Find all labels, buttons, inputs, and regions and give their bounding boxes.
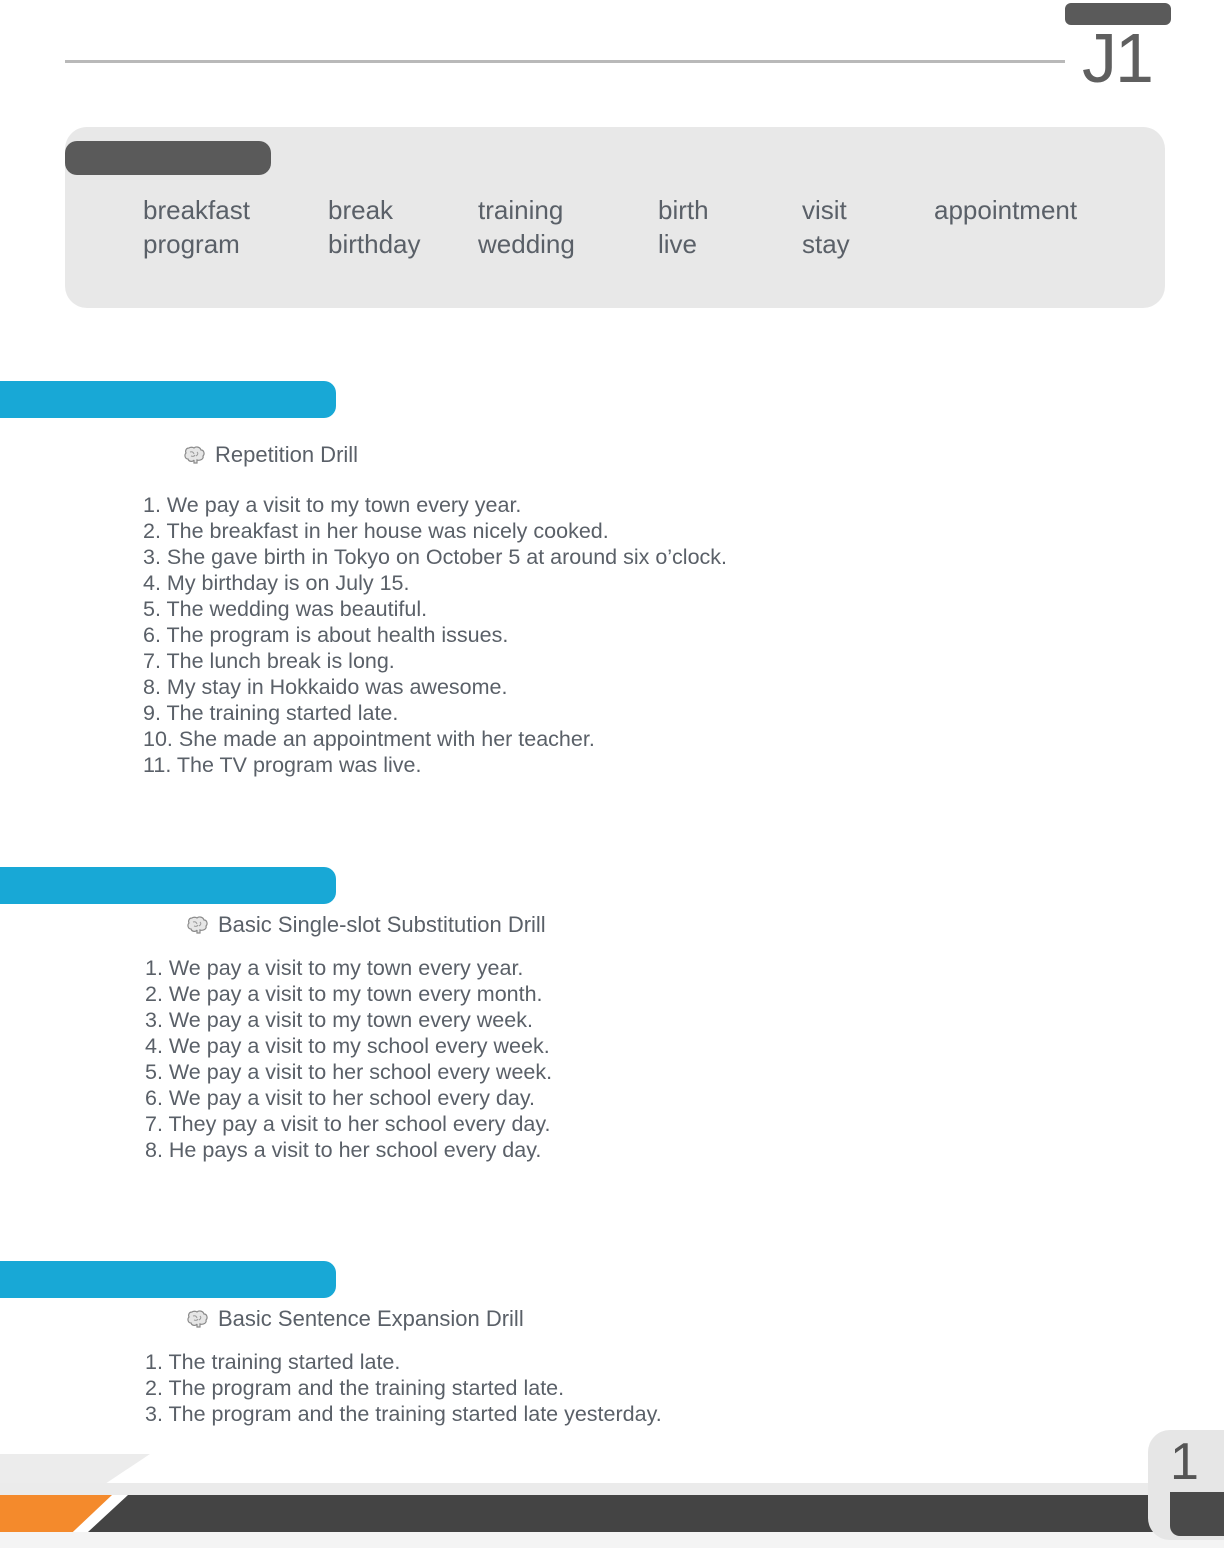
header-rule bbox=[65, 60, 1065, 63]
section-bar-repetition bbox=[0, 381, 336, 418]
vocab-word: wedding bbox=[478, 229, 575, 259]
drill-title-text: Repetition Drill bbox=[215, 442, 359, 467]
drill-title-repetition bbox=[183, 441, 358, 469]
vocab-word: live bbox=[658, 229, 698, 259]
list-item: 2. The breakfast in her house was nicely cooked. bbox=[143, 519, 609, 543]
vocab-word: breakfast bbox=[143, 195, 250, 225]
vocab-word: appointment bbox=[934, 195, 1078, 225]
list-item: 4. My birthday is on July 15. bbox=[143, 571, 410, 595]
drill-title-substitution bbox=[186, 911, 546, 939]
drill-list-expansion bbox=[145, 1349, 662, 1427]
vocab-word: training bbox=[478, 195, 564, 225]
vocabulary-tab bbox=[65, 141, 271, 175]
list-item: 3. She gave birth in Tokyo on October 5 at around six o’clock. bbox=[143, 545, 728, 569]
page-number-tab-inner bbox=[1170, 1492, 1224, 1536]
list-item: 8. He pays a visit to her school every day. bbox=[145, 1138, 542, 1162]
vocab-word: birth bbox=[658, 195, 709, 225]
list-item: 6. We pay a visit to her school every day. bbox=[145, 1086, 535, 1110]
list-item: 1. The training started late. bbox=[145, 1350, 401, 1374]
list-item: 11. The TV program was live. bbox=[143, 753, 422, 777]
list-item: 7. The lunch break is long. bbox=[143, 649, 395, 673]
section-bar-substitution bbox=[0, 867, 336, 904]
footer-bottom-band bbox=[0, 1532, 1224, 1548]
drill-list-substitution bbox=[145, 955, 552, 1163]
list-item: 9. The training started late. bbox=[143, 701, 399, 725]
list-item: 5. The wedding was beautiful. bbox=[143, 597, 428, 621]
list-item: 2. We pay a visit to my town every month. bbox=[145, 982, 543, 1006]
vocab-word: birthday bbox=[328, 229, 421, 259]
list-item: 8. My stay in Hokkaido was awesome. bbox=[143, 675, 508, 699]
unit-code: J1 bbox=[1082, 19, 1152, 97]
drill-list-repetition bbox=[143, 492, 727, 778]
drill-title-text: Basic Sentence Expansion Drill bbox=[218, 1306, 524, 1331]
drill-title-expansion bbox=[186, 1305, 524, 1333]
list-item: 1. We pay a visit to my town every year. bbox=[143, 493, 522, 517]
section-bar-expansion bbox=[0, 1261, 336, 1298]
list-item: 3. We pay a visit to my town every week. bbox=[145, 1008, 533, 1032]
brain-icon bbox=[186, 914, 210, 936]
list-item: 5. We pay a visit to her school every week. bbox=[145, 1060, 553, 1084]
brain-icon bbox=[186, 1308, 210, 1330]
list-item: 2. The program and the training started late. bbox=[145, 1376, 565, 1400]
list-item: 6. The program is about health issues. bbox=[143, 623, 509, 647]
vocab-word: program bbox=[143, 229, 240, 259]
vocab-word: visit bbox=[802, 195, 847, 225]
list-item: 1. We pay a visit to my town every year. bbox=[145, 956, 524, 980]
drill-title-text: Basic Single-slot Substitution Drill bbox=[218, 912, 546, 937]
page-number: 1 bbox=[1170, 1433, 1199, 1491]
vocab-word: break bbox=[328, 195, 394, 225]
footer-dark-band bbox=[88, 1495, 1224, 1532]
list-item: 10. She made an appointment with her teacher. bbox=[143, 727, 595, 751]
brain-icon bbox=[183, 444, 207, 466]
list-item: 7. They pay a visit to her school every day. bbox=[145, 1112, 551, 1136]
list-item: 4. We pay a visit to my school every week. bbox=[145, 1034, 550, 1058]
vocab-word: stay bbox=[802, 229, 850, 259]
footer-band bbox=[0, 1483, 1224, 1495]
list-item: 3. The program and the training started late yesterday. bbox=[145, 1402, 662, 1426]
